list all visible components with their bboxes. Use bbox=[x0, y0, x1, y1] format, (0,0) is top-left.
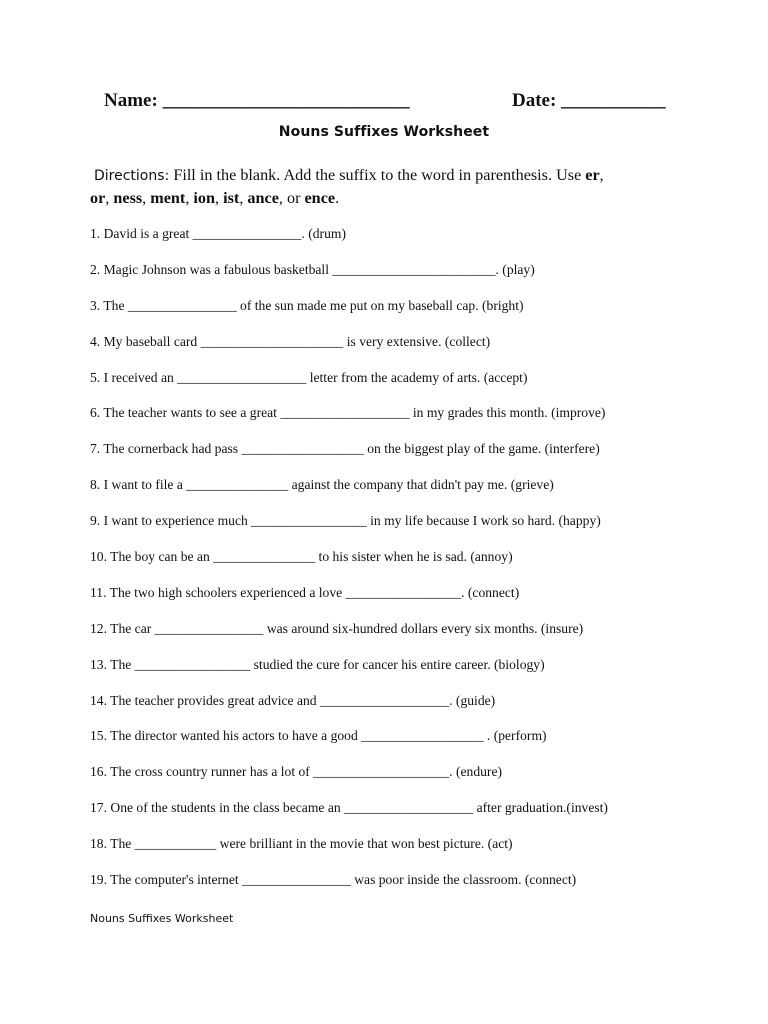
separator: , or bbox=[278, 189, 305, 207]
date-label: Date: bbox=[512, 90, 557, 111]
question-item: 10. The boy can be an _______________ to his sister when he is sad. (annoy) bbox=[90, 549, 513, 565]
separator: , bbox=[215, 189, 224, 207]
suffix-er: er bbox=[585, 166, 600, 184]
question-item: 16. The cross country runner has a lot of ____________________. (endure) bbox=[90, 764, 503, 780]
question-list bbox=[90, 226, 690, 908]
question-item: 2. Magic Johnson was a fabulous basketball ________________________. (play) bbox=[90, 261, 535, 277]
question-item: 13. The _________________ studied the cure for cancer his entire career. (biology) bbox=[90, 656, 545, 672]
suffix-ion: ion bbox=[193, 189, 216, 207]
question-item: 15. The director wanted his actors to have a good __________________ . (perform) bbox=[90, 728, 547, 744]
separator: , bbox=[185, 189, 194, 207]
separator: . bbox=[335, 189, 340, 207]
question-item: 19. The computer's internet ________________ was poor inside the classroom. (connect) bbox=[90, 872, 577, 888]
suffix-ment: ment bbox=[150, 189, 186, 207]
page-footer: Nouns Suffixes Worksheet bbox=[90, 912, 234, 925]
question-item: 3. The ________________ of the sun made me put on my baseball cap. (bright) bbox=[90, 297, 524, 313]
question-item: 6. The teacher wants to see a great ___________________ in my grades this month. (improve) bbox=[90, 405, 606, 421]
directions-label: Directions: bbox=[94, 168, 170, 184]
header-row bbox=[104, 90, 664, 120]
question-item: 8. I want to file a _______________ against the company that didn't pay me. (grieve) bbox=[90, 477, 554, 493]
question-item: 11. The two high schoolers experienced a love _________________. (connect) bbox=[90, 584, 520, 600]
date-field bbox=[512, 90, 666, 112]
separator: , bbox=[599, 166, 604, 184]
separator: , bbox=[105, 189, 114, 207]
question-item: 5. I received an ___________________ letter from the academy of arts. (accept) bbox=[90, 369, 528, 385]
name-blank: __________________________ bbox=[162, 90, 410, 111]
suffix-ist: ist bbox=[223, 189, 240, 207]
separator: , bbox=[142, 189, 151, 207]
suffix-or: or bbox=[90, 189, 106, 207]
question-item: 14. The teacher provides great advice and ___________________. (guide) bbox=[90, 692, 496, 708]
question-item: 17. One of the students in the class became an ___________________ after graduation.(invest) bbox=[90, 800, 608, 816]
worksheet-title: Nouns Suffixes Worksheet bbox=[278, 124, 490, 140]
question-item: 12. The car ________________ was around six-hundred dollars every six months. (insure) bbox=[90, 620, 584, 636]
suffix-ance: ance bbox=[247, 189, 279, 207]
suffix-ence: ence bbox=[304, 189, 336, 207]
directions bbox=[90, 164, 680, 209]
question-item: 9. I want to experience much _________________ in my life because I work so hard. (happy) bbox=[90, 513, 601, 529]
directions-text: Fill in the blank. Add the suffix to the word in parenthesis. Use bbox=[169, 166, 586, 184]
separator: , bbox=[239, 189, 248, 207]
name-label: Name: bbox=[104, 90, 158, 111]
question-item: 1. David is a great ________________. (drum) bbox=[90, 226, 346, 241]
question-item: 4. My baseball card _____________________ is very extensive. (collect) bbox=[90, 333, 491, 349]
name-field bbox=[104, 90, 410, 112]
suffix-ness: ness bbox=[113, 189, 143, 207]
question-item: 18. The ____________ were brilliant in the movie that won best picture. (act) bbox=[90, 836, 513, 852]
question-item: 7. The cornerback had pass __________________ on the biggest play of the game. (interfere) bbox=[90, 441, 600, 457]
date-blank: ___________ bbox=[561, 90, 666, 111]
